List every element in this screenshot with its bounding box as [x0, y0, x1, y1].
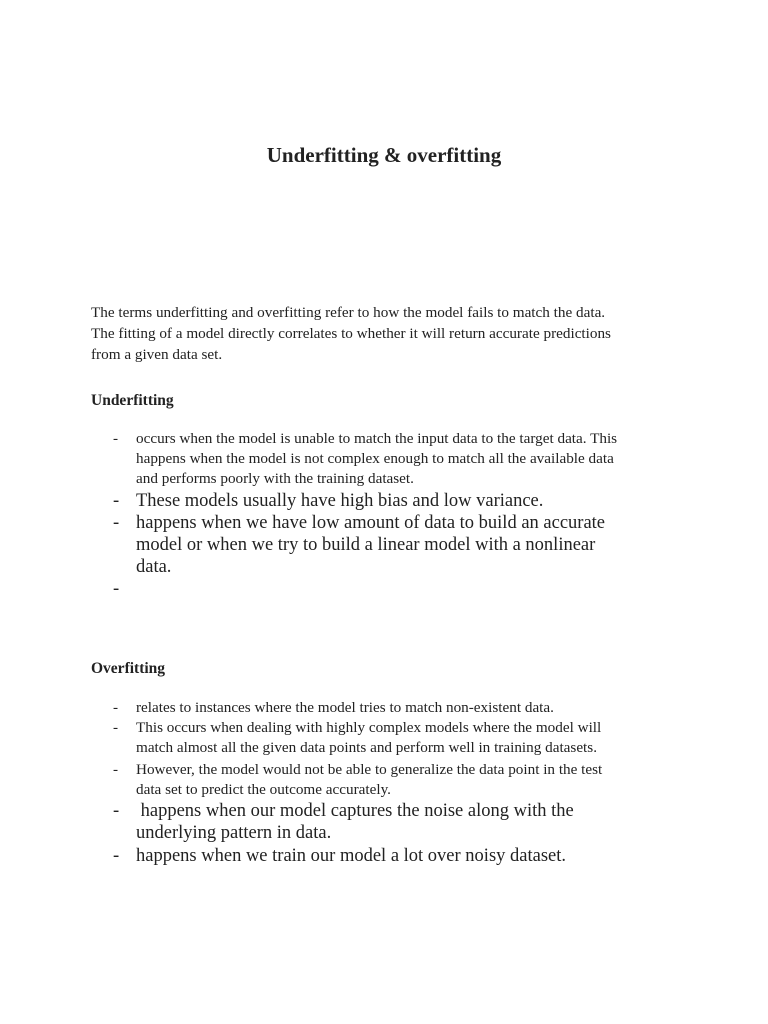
list-dash: - [113, 761, 119, 778]
intro-line: The fitting of a model directly correlates to whether it will return accurate predictions [91, 325, 611, 342]
overfitting-heading: Overfitting [91, 660, 166, 677]
list-item-line: underlying pattern in data. [136, 823, 332, 843]
list-dash: - [113, 846, 120, 866]
intro-paragraph [91, 302, 691, 365]
list-item-line: However, the model would not be able to generalize the data point in the test [136, 761, 603, 778]
list-dash: - [113, 513, 120, 533]
document-title: Underfitting & overfitting [266, 143, 502, 167]
list-dash: - [113, 491, 120, 511]
list-item-empty [91, 578, 691, 600]
list-item [91, 760, 691, 800]
list-dash: - [113, 719, 119, 736]
list-item-line: data set to predict the outcome accurately. [136, 781, 391, 798]
list-item [91, 429, 691, 489]
list-item-line: These models usually have high bias and low variance. [136, 491, 544, 511]
list-dash: - [113, 699, 119, 716]
list-item-line: happens when the model is not complex enough to match all the available data [136, 450, 614, 467]
list-item-line: happens when we have low amount of data to build an accurate [136, 513, 606, 533]
list-item-line: happens when our model captures the noise along with the [136, 801, 574, 821]
underfitting-heading: Underfitting [91, 392, 174, 409]
list-item-line: match almost all the given data points and perform well in training datasets. [136, 739, 597, 756]
overfitting-list [91, 698, 691, 867]
list-dash: - [113, 579, 120, 599]
list-item-line: data. [136, 557, 172, 577]
intro-line: The terms underfitting and overfitting refer to how the model fails to match the data. [91, 304, 606, 321]
list-item-line: and performs poorly with the training dataset. [136, 470, 414, 487]
list-item-line: This occurs when dealing with highly complex models where the model will [136, 719, 602, 736]
list-item [91, 718, 691, 758]
list-dash: - [113, 430, 119, 447]
list-item-line: happens when we train our model a lot over noisy dataset. [136, 846, 567, 866]
list-item [91, 512, 691, 578]
list-item [91, 800, 691, 844]
intro-line: from a given data set. [91, 346, 223, 363]
list-item [91, 845, 691, 867]
list-item-line: occurs when the model is unable to match the input data to the target data. This [136, 430, 618, 447]
list-item-line: relates to instances where the model tries to match non-existent data. [136, 699, 554, 716]
underfitting-list [91, 429, 691, 600]
list-item-line: model or when we try to build a linear model with a nonlinear [136, 535, 596, 555]
list-item [91, 698, 691, 718]
list-dash: - [113, 801, 120, 821]
list-item [91, 490, 691, 512]
